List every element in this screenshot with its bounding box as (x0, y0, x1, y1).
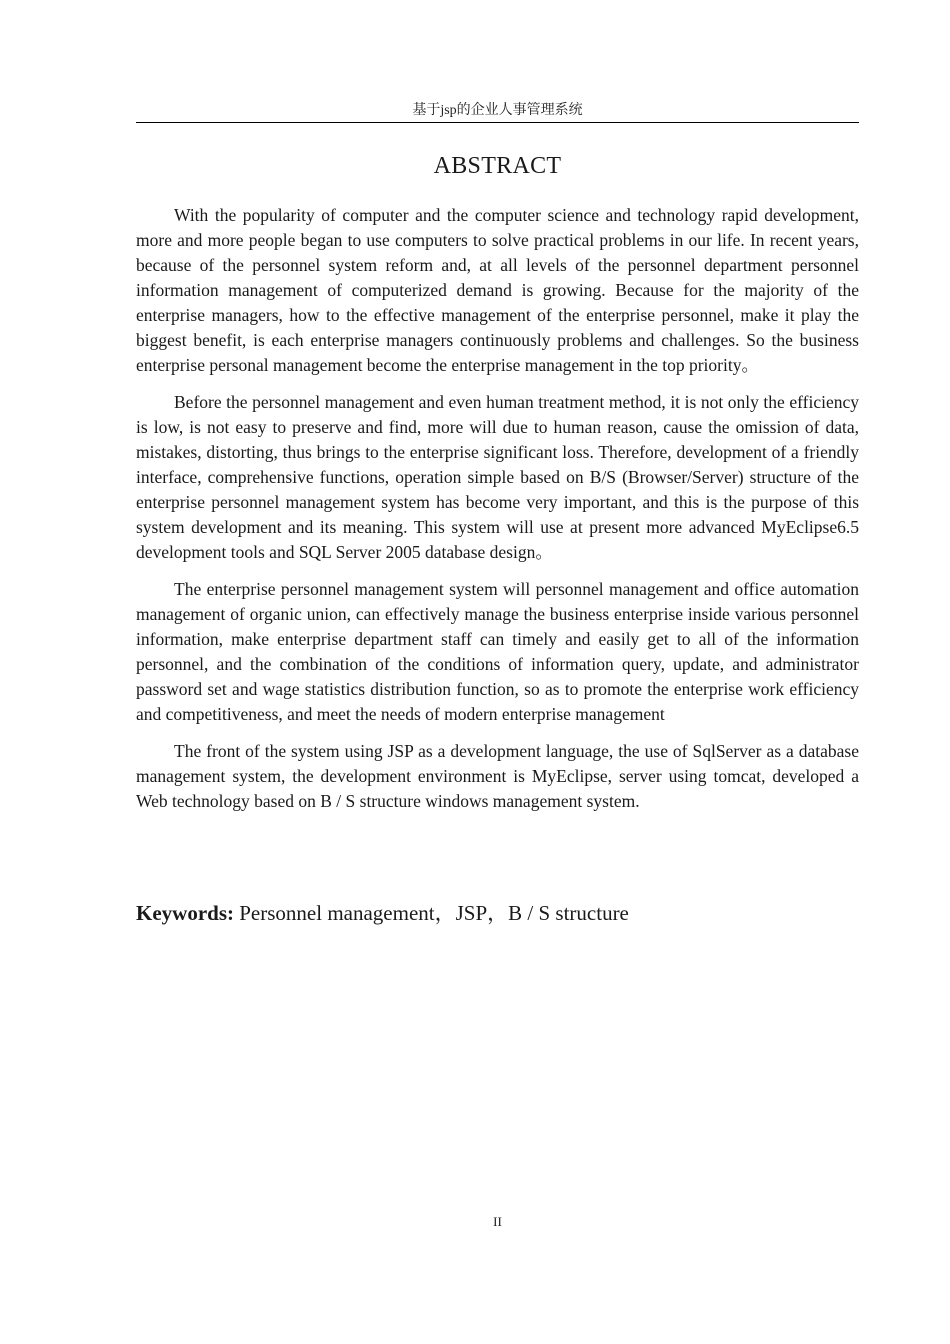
abstract-body (136, 203, 859, 826)
keywords-line (136, 899, 859, 927)
abstract-paragraph-3: The enterprise personnel management system will personnel management and office automation management of organic union, can effectively manage the business enterprise inside various personnel information, make enterprise department staff can timely and easily get to all of the information personnel, and the combination of the conditions of information query, update, and administrator password set and wage statistics distribution function, so as to promote the enterprise work efficiency and competitiveness, and meet the needs of modern enterprise management (136, 579, 859, 724)
abstract-paragraph-1: With the popularity of computer and the computer science and technology rapid development, more and more people began to use computers to solve practical problems in our life. In recent years, because of the personnel system reform and, at all levels of the personnel department personnel information management of computerized demand is growing. Because for the majority of the enterprise managers, how to the effective management of the enterprise personnel, make it play the biggest benefit, is each enterprise managers continuously problems and challenges. So the business enterprise personal management become the enterprise management in the top priority。 (136, 205, 859, 375)
abstract-paragraph-4: The front of the system using JSP as a development language, the use of SqlServer as a database management system, the development environment is MyEclipse, server using tomcat, developed a Web technology based on B / S structure windows management system. (136, 741, 859, 811)
page-number: II (493, 1214, 502, 1229)
keywords-text: Personnel management，JSP，B / S structure (234, 901, 629, 925)
abstract-paragraph-2: Before the personnel management and even human treatment method, it is not only the efficiency is low, is not easy to preserve and find, more will due to human reason, cause the omission of data, mistakes, distorting, thus brings to the enterprise significant loss. Therefore, development of a friendly interface, comprehensive functions, operation simple based on B/S (Browser/Server) structure of the enterprise personnel management system has become very important, and this is the purpose of this system development and its meaning. This system will use at present more advanced MyEclipse6.5 development tools and SQL Server 2005 database design。 (136, 392, 859, 562)
running-header: 基于jsp的企业人事管理系统 (412, 103, 583, 118)
abstract-title: ABSTRACT (433, 153, 562, 179)
header-rule (136, 122, 859, 123)
keywords-label: Keywords: (136, 901, 234, 925)
